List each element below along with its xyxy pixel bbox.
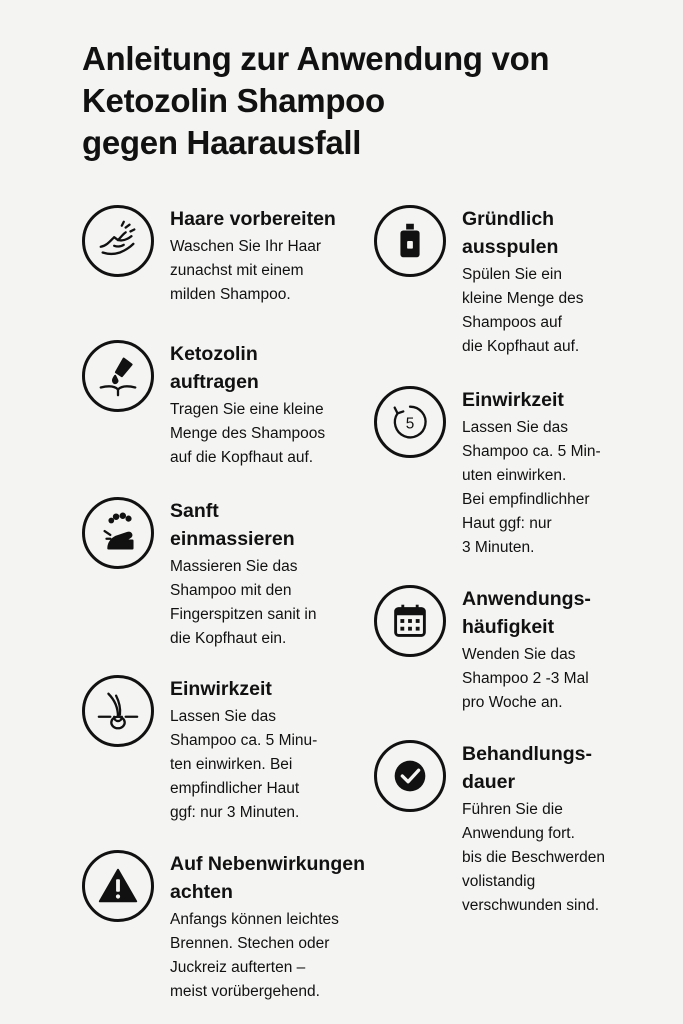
step-heading: Einwirkzeit xyxy=(170,678,272,700)
step-heading: dauer xyxy=(462,771,516,793)
step-text-line: Anwendung fort. xyxy=(462,825,575,842)
step-text-line: ten einwirken. Bei xyxy=(170,756,293,773)
timer-5-icon xyxy=(374,386,446,458)
step-text-line: volistandig xyxy=(462,873,536,890)
shampoo-bottle-icon xyxy=(374,205,446,277)
step-text-line: Shampoo ca. 5 Min- xyxy=(462,443,601,460)
hair-follicle-icon xyxy=(82,675,154,747)
step-text-line: Bei empfindlichher xyxy=(462,491,590,508)
massage-hand-icon xyxy=(82,497,154,569)
step-text-line: Menge des Shampoos xyxy=(170,425,326,442)
step-text-line: ggf: nur 3 Minuten. xyxy=(170,804,300,821)
step-text-line: Shampoo ca. 5 Minu- xyxy=(170,732,318,749)
step-text-line: Wenden Sie das xyxy=(462,646,576,663)
step-text-line: pro Woche an. xyxy=(462,694,563,711)
step-heading: achten xyxy=(170,881,233,903)
title-line-3: gegen Haarausfall xyxy=(82,124,362,161)
step-heading: Anwendungs- xyxy=(462,588,591,610)
step-heading: Einwirkzeit xyxy=(462,389,564,411)
step-heading: auftragen xyxy=(170,371,259,393)
step-text-line: Spülen Sie ein xyxy=(462,266,562,283)
step-text-line: die Kopfhaut auf. xyxy=(462,338,580,355)
warning-icon xyxy=(82,850,154,922)
step-text-line: Juckreiz aufterten – xyxy=(170,959,306,976)
step-text-line: Shampoos auf xyxy=(462,314,562,331)
title-line-1: Anleitung zur Anwendung von xyxy=(82,40,550,77)
step-heading: Sanft xyxy=(170,500,219,522)
checkmark-icon xyxy=(374,740,446,812)
step-text-line: Shampoo 2 -3 Mal xyxy=(462,670,589,687)
step-text-line: zunachst mit einem xyxy=(170,262,304,279)
step-text-line: auf die Kopfhaut auf. xyxy=(170,449,314,466)
step-heading: Haare vorbereiten xyxy=(170,208,336,230)
step-heading: Behandlungs- xyxy=(462,743,592,765)
step-text-line: Massieren Sie das xyxy=(170,558,298,575)
step-heading: häufigkeit xyxy=(462,616,555,638)
step-text-line: Tragen Sie eine kleine xyxy=(170,401,324,418)
step-text-line: Lassen Sie das xyxy=(170,708,276,725)
step-text-line: bis die Beschwerden xyxy=(462,849,606,866)
timer-label: 5 xyxy=(405,415,415,433)
step-heading: Ketozolin xyxy=(170,343,258,365)
step-heading: ausspulen xyxy=(462,236,559,258)
step-heading: einmassieren xyxy=(170,528,295,550)
hand-washing-icon xyxy=(82,205,154,277)
step-heading: Auf Nebenwirkungen xyxy=(170,853,366,875)
step-text-line: Waschen Sie Ihr Haar xyxy=(170,238,322,255)
step-text-line: die Kopfhaut ein. xyxy=(170,630,287,647)
step-text-line: Haut ggf: nur xyxy=(462,515,552,532)
step-text-line: Fingerspitzen sanit in xyxy=(170,606,317,623)
step-text-line: 3 Minuten. xyxy=(462,539,535,556)
step-text-line: Führen Sie die xyxy=(462,801,563,818)
page-title xyxy=(82,38,642,164)
step-text-line: Lassen Sie das xyxy=(462,419,568,436)
step-text-line: Brennen. Stechen oder xyxy=(170,935,330,952)
step-text-line: Shampoo mit den xyxy=(170,582,292,599)
step-text-line: empfindlicher Haut xyxy=(170,780,300,797)
step-text-line: verschwunden sind. xyxy=(462,897,599,914)
step-text-line: kleine Menge des xyxy=(462,290,584,307)
step-text-line: uten einwirken. xyxy=(462,467,567,484)
drop-on-scalp-icon xyxy=(82,340,154,412)
step-text-line: milden Shampoo. xyxy=(170,286,291,303)
step-text-line: meist vorübergehend. xyxy=(170,983,320,1000)
title-line-2: Ketozolin Shampoo xyxy=(82,82,385,119)
step-heading: Gründlich xyxy=(462,208,555,230)
step-text-line: Anfangs können leichtes xyxy=(170,911,339,928)
calendar-icon xyxy=(374,585,446,657)
